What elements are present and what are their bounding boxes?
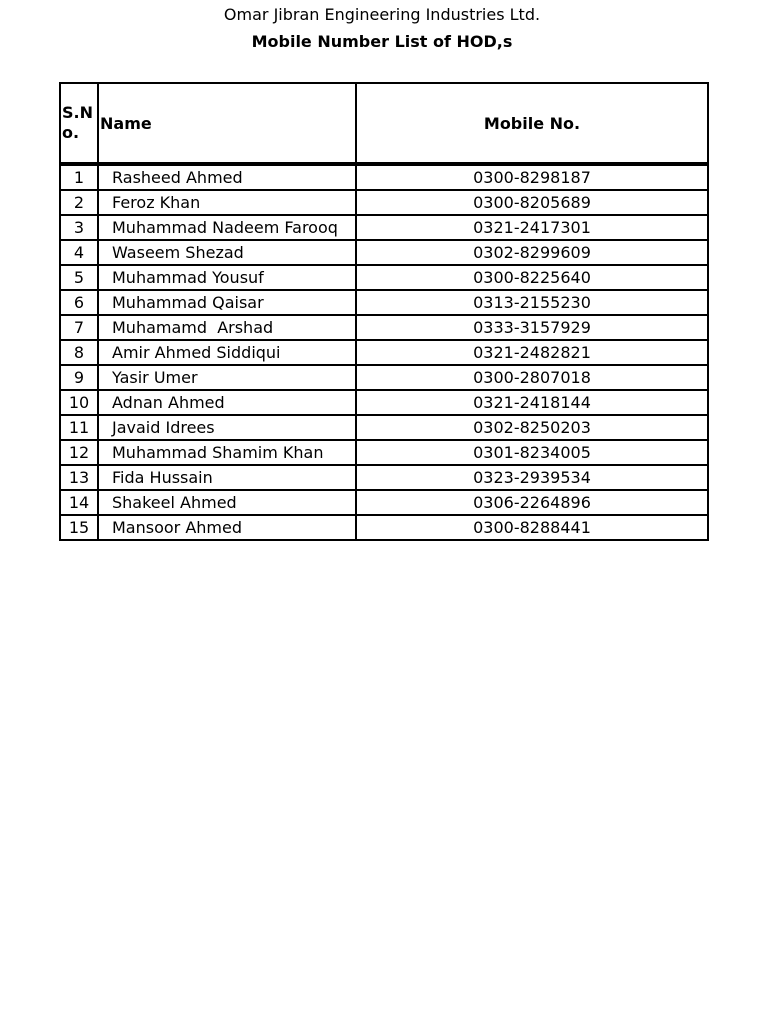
cell-sno: 9 <box>60 365 98 390</box>
cell-name: Rasheed Ahmed <box>98 164 356 190</box>
cell-name: Feroz Khan <box>98 190 356 215</box>
cell-mobile: 0323-2939534 <box>356 465 708 490</box>
cell-mobile: 0300-8225640 <box>356 265 708 290</box>
table-row <box>60 164 708 190</box>
table-header-row <box>60 83 708 164</box>
cell-sno: 1 <box>60 164 98 190</box>
cell-name: Amir Ahmed Siddiqui <box>98 340 356 365</box>
cell-mobile: 0333-3157929 <box>356 315 708 340</box>
cell-mobile: 0300-8288441 <box>356 515 708 540</box>
cell-mobile: 0313-2155230 <box>356 290 708 315</box>
cell-name: Muhammad Qaisar <box>98 290 356 315</box>
cell-sno: 14 <box>60 490 98 515</box>
cell-mobile: 0300-8205689 <box>356 190 708 215</box>
cell-sno: 4 <box>60 240 98 265</box>
cell-name: Muhammad Shamim Khan <box>98 440 356 465</box>
cell-mobile: 0302-8250203 <box>356 415 708 440</box>
cell-sno: 12 <box>60 440 98 465</box>
cell-mobile: 0301-8234005 <box>356 440 708 465</box>
table-row <box>60 340 708 365</box>
table-row <box>60 490 708 515</box>
cell-name: Javaid Idrees <box>98 415 356 440</box>
table-row <box>60 515 708 540</box>
cell-sno: 2 <box>60 190 98 215</box>
cell-sno: 3 <box>60 215 98 240</box>
table-row <box>60 190 708 215</box>
cell-name: Waseem Shezad <box>98 240 356 265</box>
cell-mobile: 0306-2264896 <box>356 490 708 515</box>
column-header-name: Name <box>98 83 356 164</box>
cell-name: Muhammad Nadeem Farooq <box>98 215 356 240</box>
table-row <box>60 390 708 415</box>
cell-mobile: 0300-8298187 <box>356 164 708 190</box>
table-row <box>60 440 708 465</box>
cell-sno: 15 <box>60 515 98 540</box>
document-title: Mobile Number List of HOD,s <box>251 32 513 51</box>
cell-mobile: 0302-8299609 <box>356 240 708 265</box>
table-row <box>60 215 708 240</box>
cell-sno: 6 <box>60 290 98 315</box>
cell-name: Muhamamd Arshad <box>98 315 356 340</box>
hod-mobile-table <box>59 82 709 541</box>
company-name: Omar Jibran Engineering Industries Ltd. <box>223 5 541 24</box>
cell-name: Muhammad Yousuf <box>98 265 356 290</box>
cell-mobile: 0321-2417301 <box>356 215 708 240</box>
table-row <box>60 315 708 340</box>
cell-sno: 7 <box>60 315 98 340</box>
cell-mobile: 0300-2807018 <box>356 365 708 390</box>
cell-name: Shakeel Ahmed <box>98 490 356 515</box>
table-row <box>60 415 708 440</box>
cell-sno: 10 <box>60 390 98 415</box>
table-row <box>60 265 708 290</box>
table-row <box>60 240 708 265</box>
cell-name: Mansoor Ahmed <box>98 515 356 540</box>
cell-sno: 11 <box>60 415 98 440</box>
cell-sno: 8 <box>60 340 98 365</box>
cell-name: Fida Hussain <box>98 465 356 490</box>
table-row <box>60 365 708 390</box>
cell-name: Adnan Ahmed <box>98 390 356 415</box>
table-row <box>60 465 708 490</box>
cell-mobile: 0321-2482821 <box>356 340 708 365</box>
table-row <box>60 290 708 315</box>
cell-sno: 13 <box>60 465 98 490</box>
cell-sno: 5 <box>60 265 98 290</box>
cell-name: Yasir Umer <box>98 365 356 390</box>
column-header-sno: S.No. <box>60 83 98 164</box>
column-header-mobile: Mobile No. <box>356 83 708 164</box>
cell-mobile: 0321-2418144 <box>356 390 708 415</box>
